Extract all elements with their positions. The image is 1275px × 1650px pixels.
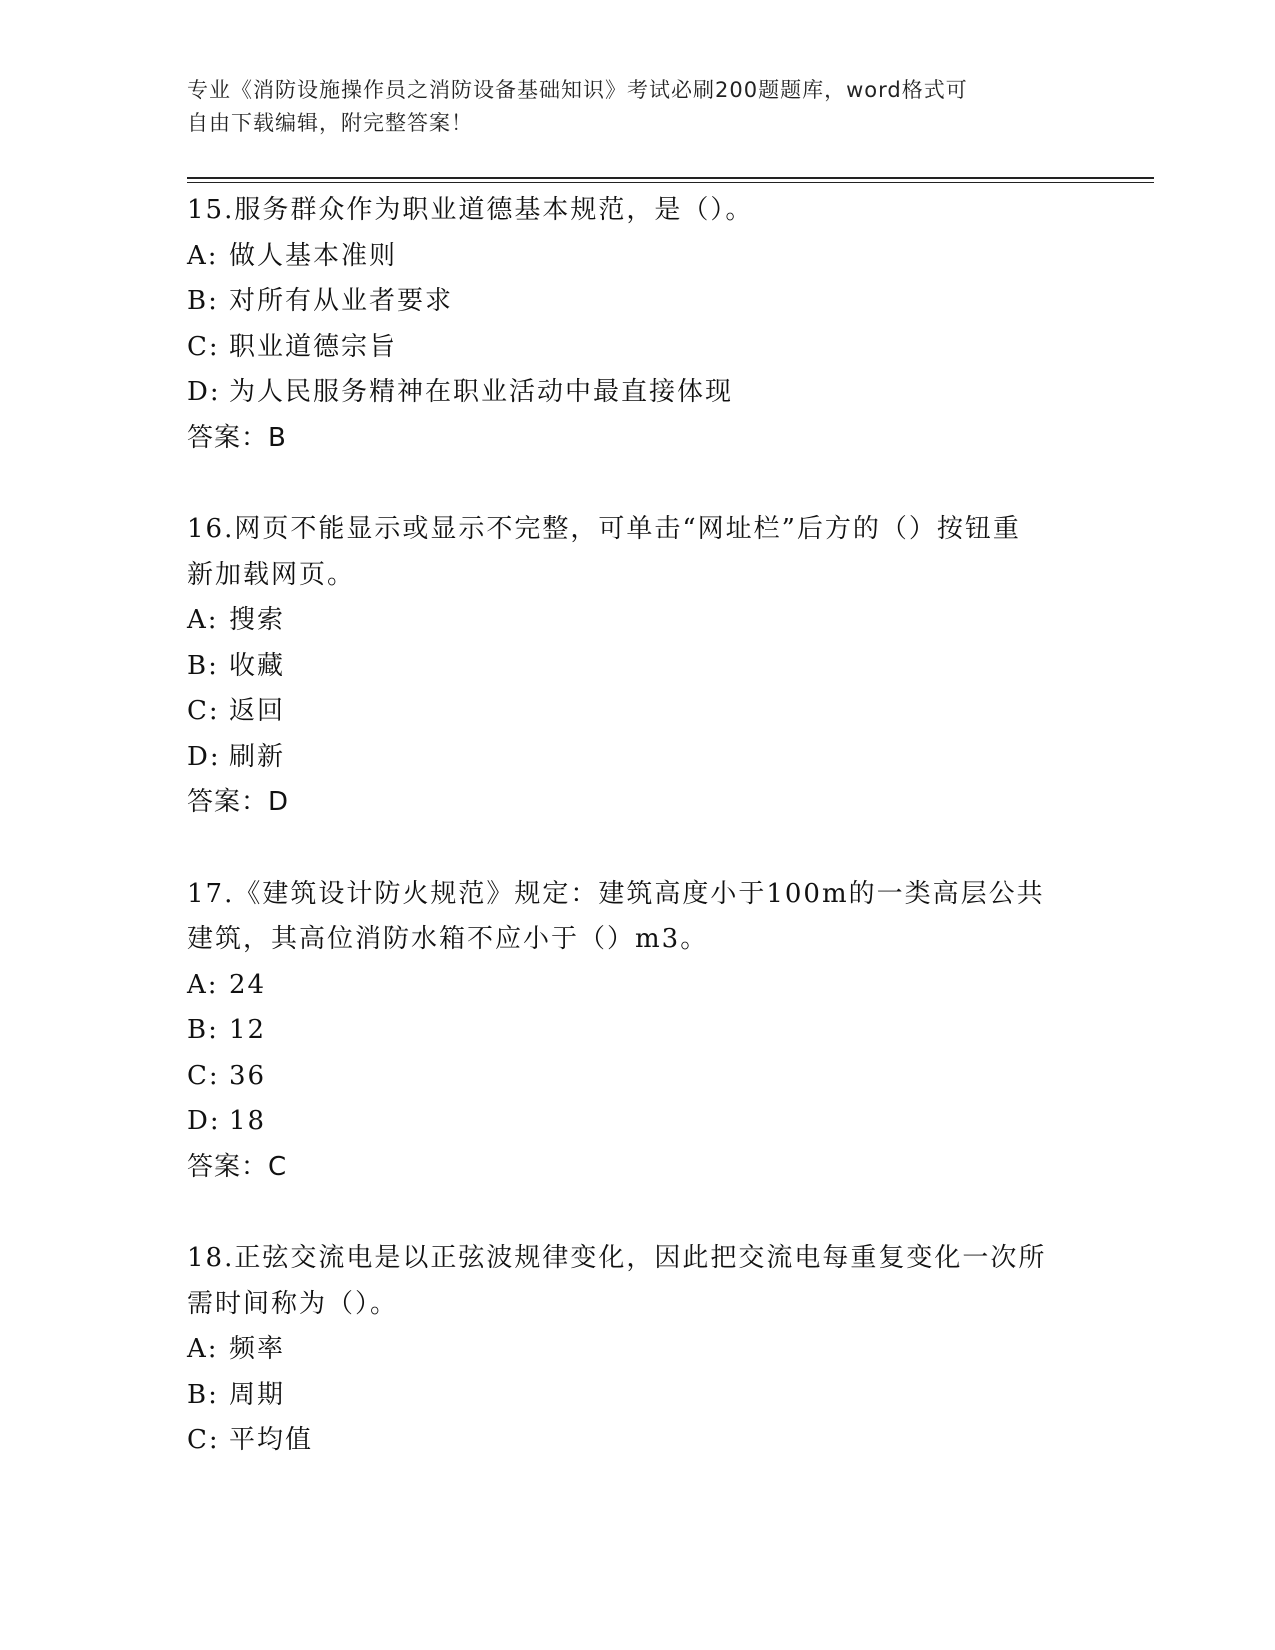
- answer-key: 答案：D: [187, 787, 290, 817]
- option-text: 做人基本准则: [229, 240, 398, 271]
- question-stem-line: 新加载网页。: [187, 559, 356, 590]
- answer-option: [187, 644, 1087, 690]
- answer-option: [187, 1327, 1087, 1373]
- question-block: [187, 188, 1087, 461]
- option-text: 周期: [229, 1379, 286, 1410]
- question-block: [187, 872, 1087, 1191]
- option-text: 职业道德宗旨: [229, 331, 398, 362]
- header-divider-thick: [187, 177, 1154, 179]
- answer-key: 答案：C: [187, 1151, 288, 1182]
- option-key: B:: [187, 1379, 219, 1410]
- option-text: 平均值: [229, 1425, 314, 1455]
- question-stem-line: 16.网页不能显示或显示不完整，可单击“网址栏”后方的（）按钮重: [187, 514, 1021, 544]
- option-key: C:: [187, 331, 220, 362]
- option-text: 为人民服务精神在职业活动中最直接体现: [229, 377, 734, 407]
- answer-option: [187, 1418, 1087, 1464]
- option-text: 18: [229, 1106, 267, 1136]
- answer-option: [187, 1054, 1087, 1100]
- answer-option: [187, 370, 1087, 416]
- option-text: 对所有从业者要求: [229, 286, 454, 316]
- answer-option: [187, 598, 1087, 644]
- option-key: C:: [187, 1060, 220, 1091]
- answer-key: 答案：B: [187, 422, 287, 453]
- question-list: [187, 188, 1087, 1510]
- question-stem-line: 15.服务群众作为职业道德基本规范，是（）。: [187, 195, 754, 225]
- option-key: B:: [187, 286, 219, 316]
- option-key: B:: [187, 650, 219, 681]
- option-text: 频率: [229, 1334, 286, 1364]
- document-header: [187, 74, 1087, 140]
- question-block: [187, 1236, 1087, 1464]
- answer-option: [187, 735, 1087, 781]
- option-text: 返回: [229, 696, 286, 726]
- option-text: 12: [229, 1015, 267, 1045]
- option-text: 24: [229, 969, 267, 1000]
- option-key: D:: [187, 377, 221, 407]
- question-stem-line: 17.《建筑设计防火规范》规定：建筑高度小于100m的一类高层公共: [187, 878, 1045, 909]
- answer-option: [187, 689, 1087, 735]
- option-text: 收藏: [229, 650, 286, 681]
- question-stem-line: 建筑，其高位消防水箱不应小于（）m3。: [187, 924, 709, 954]
- header-line-2: 自由下载编辑，附完整答案！: [187, 111, 473, 135]
- answer-option: [187, 234, 1087, 280]
- answer-option: [187, 1008, 1087, 1054]
- option-key: A:: [187, 1334, 219, 1364]
- option-text: 搜索: [229, 605, 286, 635]
- answer-option: [187, 963, 1087, 1009]
- option-key: C:: [187, 1425, 220, 1455]
- option-key: A:: [187, 240, 219, 271]
- question-stem-line: 18.正弦交流电是以正弦波规律变化，因此把交流电每重复变化一次所: [187, 1243, 1047, 1273]
- option-key: D:: [187, 1106, 221, 1136]
- answer-option: [187, 325, 1087, 371]
- answer-option: [187, 1099, 1087, 1145]
- question-stem-line: 需时间称为（）。: [187, 1288, 399, 1319]
- option-key: A:: [187, 605, 219, 635]
- option-text: 刷新: [229, 741, 286, 772]
- answer-option: [187, 1373, 1087, 1419]
- header-line-1: 专业《消防设施操作员之消防设备基础知识》考试必刷200题题库，word格式可: [187, 78, 968, 102]
- answer-option: [187, 279, 1087, 325]
- option-text: 36: [229, 1060, 267, 1091]
- option-key: B:: [187, 1015, 219, 1045]
- header-divider-thin: [187, 182, 1154, 183]
- option-key: C:: [187, 696, 220, 726]
- question-block: [187, 507, 1087, 826]
- option-key: A:: [187, 969, 219, 1000]
- option-key: D:: [187, 741, 221, 772]
